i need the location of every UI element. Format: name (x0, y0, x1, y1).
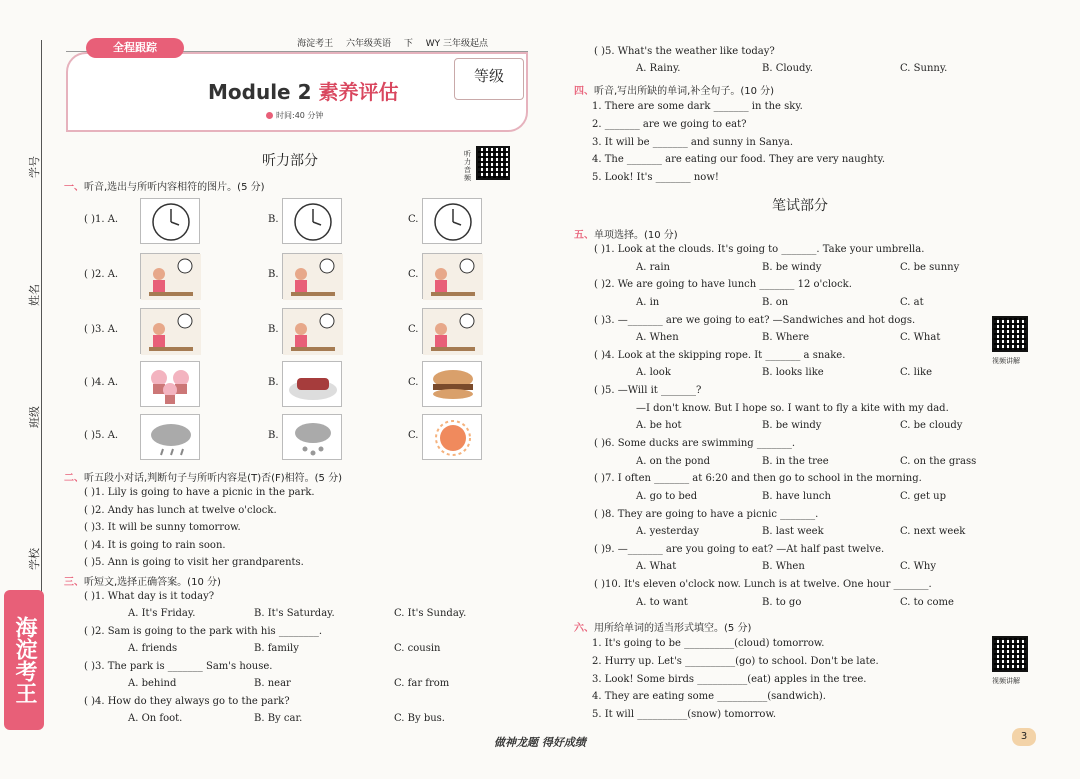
s6-fill-blank: 1. It's going to be __________(cloud) tomorrow. (592, 638, 825, 649)
s5-option-b[interactable]: B. last week (762, 526, 824, 538)
s5-option-a[interactable]: A. in (636, 296, 660, 308)
section-5-heading: 五、单项选择。(10 分) (574, 230, 678, 241)
snow-cloud-icon (283, 453, 343, 464)
rain-cloud-icon (141, 453, 201, 464)
steak-icon (283, 400, 343, 411)
s6-fill-blank: 5. It will __________(snow) tomorrow. (592, 709, 777, 721)
footer-slogan: 做神龙题 得好成绩 (494, 736, 586, 749)
cupcakes-icon (141, 400, 201, 411)
qr-code-video-2[interactable] (992, 636, 1028, 672)
section-4-heading: 四、听音,写出所缺的单词,补全句子。(10 分) (574, 86, 775, 97)
s3-option-b[interactable]: B. By car. (254, 713, 303, 724)
s1-picture-option[interactable] (422, 414, 482, 460)
s5-option-b[interactable]: B. on (762, 296, 789, 308)
s3-option-c[interactable]: C. It's Sunday. (394, 608, 467, 619)
s5-question: ( )3. —_______ are we going to eat? —Sandwiches and hot dogs. (594, 314, 916, 326)
s5-question: ( )7. I often _______ at 6:20 and then go to school in the morning. (594, 473, 922, 485)
s1-question-number: ( )2. A. (84, 269, 119, 280)
s5-question: ( )9. —_______ are you going to eat? —At half past twelve. (594, 543, 885, 555)
s1-option-b-label: B. (268, 214, 279, 225)
listening-title: 听力部分 (262, 153, 318, 169)
dinner-scene-icon (423, 292, 483, 303)
clock-icon (141, 237, 201, 248)
s5-option-a[interactable]: A. yesterday (636, 526, 700, 538)
s1-picture-option[interactable] (140, 308, 200, 354)
s3-option-c[interactable]: C. Sunny. (900, 63, 948, 74)
s5-option-a[interactable]: A. be hot (636, 420, 682, 432)
s2-statement: ( )4. It is going to rain soon. (84, 539, 226, 551)
s5-option-a[interactable]: A. look (636, 367, 671, 379)
restaurant-icon (423, 347, 483, 358)
s1-picture-option[interactable] (422, 308, 482, 354)
s2-statement: ( )2. Andy has lunch at twelve o'clock. (84, 504, 277, 516)
s3-option-a[interactable]: A. On foot. (128, 713, 183, 724)
s1-option-b-label: B. (268, 324, 279, 335)
s4-fill-blank: 4. The _______ are eating our food. They are very naughty. (592, 154, 886, 166)
family-meal-icon (283, 347, 343, 358)
s3-option-c[interactable]: C. By bus. (394, 713, 445, 724)
s4-fill-blank: 2. _______ are we going to eat? (592, 118, 747, 130)
s5-option-c[interactable]: C. get up (900, 490, 947, 502)
s4-fill-blank: 3. It will be _______ and sunny in Sanya. (592, 136, 794, 148)
s1-picture-option[interactable] (282, 198, 342, 244)
s1-picture-option[interactable] (282, 253, 342, 299)
s1-picture-option[interactable] (422, 361, 482, 407)
s1-picture-option[interactable] (140, 361, 200, 407)
qr-caption-video-1: 视频讲解 (992, 357, 1020, 365)
s5-question: ( )2. We are going to have lunch _______ 12 o'clock. (594, 279, 852, 291)
s5-question: ( )5. —Will it _______? (594, 385, 702, 397)
writing-title: 笔试部分 (772, 198, 828, 214)
s5-option-a[interactable]: A. What (636, 561, 677, 573)
s1-option-c-label: C. (408, 377, 419, 388)
s5-option-c[interactable]: C. be sunny (900, 261, 960, 273)
breakfast-scene-icon (141, 292, 201, 303)
s1-picture-option[interactable] (140, 253, 200, 299)
s5-option-a[interactable]: A. rain (636, 261, 670, 273)
sun-icon (423, 453, 483, 464)
s1-picture-option[interactable] (140, 414, 200, 460)
s5-option-b[interactable]: B. When (762, 561, 805, 573)
s6-fill-blank: 4. They are eating some __________(sandwich). (592, 691, 826, 703)
s5-option-a[interactable]: A. When (636, 332, 679, 344)
s1-option-c-label: C. (408, 269, 419, 280)
s1-option-c-label: C. (408, 214, 419, 225)
section-3-heading: 三、听短文,选择正确答案。(10 分) (64, 577, 221, 588)
s4-fill-blank: 1. There are some dark _______ in the sky. (592, 101, 803, 112)
s1-option-b-label: B. (268, 269, 279, 280)
hamburger-icon (423, 400, 483, 411)
s5-question: ( )8. They are going to have a picnic _______. (594, 508, 819, 520)
title-module: Module 2 (208, 80, 312, 104)
s5-option-c[interactable]: C. be cloudy (900, 420, 963, 432)
s3-option-b[interactable]: B. Cloudy. (762, 63, 813, 74)
school-label: 学校 (28, 548, 41, 570)
s5-option-b[interactable]: B. to go (762, 596, 802, 608)
s3-question: ( )1. What day is it today? (84, 591, 215, 602)
header-term: 下 (403, 39, 413, 49)
s2-statement: ( )3. It will be sunny tomorrow. (84, 522, 241, 533)
s3-option-b[interactable]: B. It's Saturday. (254, 608, 335, 619)
lunch-scene-icon (283, 292, 343, 303)
header-grade: 六年级英语 (345, 39, 391, 49)
s4-fill-blank: 5. Look! It's _______ now! (592, 172, 719, 184)
s1-question-number: ( )5. A. (84, 430, 119, 441)
s5-option-c[interactable]: C. next week (900, 526, 966, 538)
qr-caption-video-2: 视频讲解 (992, 677, 1020, 685)
s3-option-b[interactable]: B. family (254, 643, 299, 654)
s1-option-c-label: C. (408, 430, 419, 441)
s5-option-b[interactable]: B. Where (762, 332, 810, 344)
s3-option-c[interactable]: C. far from (394, 678, 450, 689)
s5-option-b[interactable]: B. have lunch (762, 490, 831, 502)
s5-option-b[interactable]: B. be windy (762, 261, 822, 273)
s5-option-c[interactable]: C. Why (900, 561, 937, 573)
s5-question-reply: —I don't know. But I hope so. I want to fly a kite with my dad. (636, 402, 949, 414)
s5-option-c[interactable]: C. at (900, 296, 924, 308)
section-6-heading: 六、用所给单词的适当形式填空。(5 分) (574, 623, 752, 634)
s5-option-a[interactable]: A. to want (636, 596, 688, 608)
s2-statement: ( )5. Ann is going to visit her grandparents. (84, 557, 304, 568)
s3-question: ( )3. The park is _______ Sam's house. (84, 661, 273, 672)
s3-question: ( )2. Sam is going to the park with his ________. (84, 626, 323, 637)
student-id-label: 学号 (28, 156, 41, 178)
s3-option-b[interactable]: B. near (254, 678, 291, 689)
s5-option-a[interactable]: A. go to bed (636, 490, 698, 502)
title-assessment: 素养评估 (318, 80, 399, 104)
s2-statement: ( )1. Lily is going to have a picnic in the park. (84, 487, 315, 498)
s1-picture-option[interactable] (282, 308, 342, 354)
s5-option-c[interactable]: C. on the grass (900, 455, 977, 467)
s3-option-c[interactable]: C. cousin (394, 643, 441, 654)
qr-code-video-1[interactable] (992, 316, 1028, 352)
s3-question: ( )5. What's the weather like today? (594, 46, 775, 57)
s5-question: ( )10. It's eleven o'clock now. Lunch is at twelve. One hour _______. (594, 579, 932, 591)
s5-option-c[interactable]: C. like (900, 367, 933, 379)
s1-option-b-label: B. (268, 430, 279, 441)
header-edition: WY 三年级起点 (425, 39, 488, 49)
grade-box: 等级 (454, 58, 524, 100)
s5-option-a[interactable]: A. on the pond (636, 455, 711, 467)
qr-code-listen[interactable] (476, 146, 510, 180)
time-text: 时间:40 分钟 (276, 111, 324, 120)
s3-option-a[interactable]: A. Rainy. (636, 63, 681, 74)
clock-dot-icon (266, 112, 273, 119)
s5-question: ( )1. Look at the clouds. It's going to _______. Take your umbrella. (594, 244, 925, 255)
s5-option-b[interactable]: B. in the tree (762, 455, 829, 467)
s3-option-a[interactable]: A. friends (128, 643, 178, 654)
picnic-icon (141, 347, 201, 358)
clock-icon (283, 237, 343, 248)
s1-question-number: ( )4. A. (84, 377, 119, 388)
time-limit (266, 110, 323, 121)
s3-option-a[interactable]: A. behind (128, 678, 177, 689)
section-1-heading: 一、听音,选出与所听内容相符的图片。(5 分) (64, 182, 265, 193)
s1-picture-option[interactable] (282, 414, 342, 460)
tracking-badge: 全程跟踪 (86, 38, 184, 58)
s6-fill-blank: 3. Look! Some birds __________(eat) apples in the tree. (592, 673, 867, 685)
header-brand: 海淀考王 (297, 39, 334, 49)
name-label: 姓名 (28, 284, 41, 306)
s5-option-c[interactable]: C. What (900, 332, 941, 344)
s5-option-c[interactable]: C. to come (900, 596, 954, 608)
s1-option-c-label: C. (408, 324, 419, 335)
class-label: 班级 (28, 406, 41, 428)
s5-option-b[interactable]: B. looks like (762, 367, 824, 379)
s6-fill-blank: 2. Hurry up. Let's __________(go) to school. Don't be late. (592, 655, 879, 667)
qr-caption-listen: 听力音频 (464, 150, 471, 182)
s5-question: ( )4. Look at the skipping rope. It _______ a snake. (594, 349, 846, 361)
s1-option-b-label: B. (268, 377, 279, 388)
s1-picture-option[interactable] (140, 198, 200, 244)
page-title (208, 76, 398, 105)
brand-logo: 海淀考王 (4, 590, 44, 730)
s1-question-number: ( )1. A. (84, 214, 119, 225)
s5-question: ( )6. Some ducks are swimming _______. (594, 438, 796, 449)
page-number: 3 (1012, 728, 1036, 746)
s1-picture-option[interactable] (422, 253, 482, 299)
s3-question: ( )4. How do they always go to the park? (84, 696, 290, 707)
s1-question-number: ( )3. A. (84, 324, 119, 335)
s1-picture-option[interactable] (282, 361, 342, 407)
s1-picture-option[interactable] (422, 198, 482, 244)
s3-option-a[interactable]: A. It's Friday. (128, 608, 196, 619)
s5-option-b[interactable]: B. be windy (762, 420, 822, 432)
section-2-heading: 二、听五段小对话,判断句子与所听内容是(T)否(F)相符。(5 分) (64, 473, 342, 484)
clock-icon (423, 237, 483, 248)
